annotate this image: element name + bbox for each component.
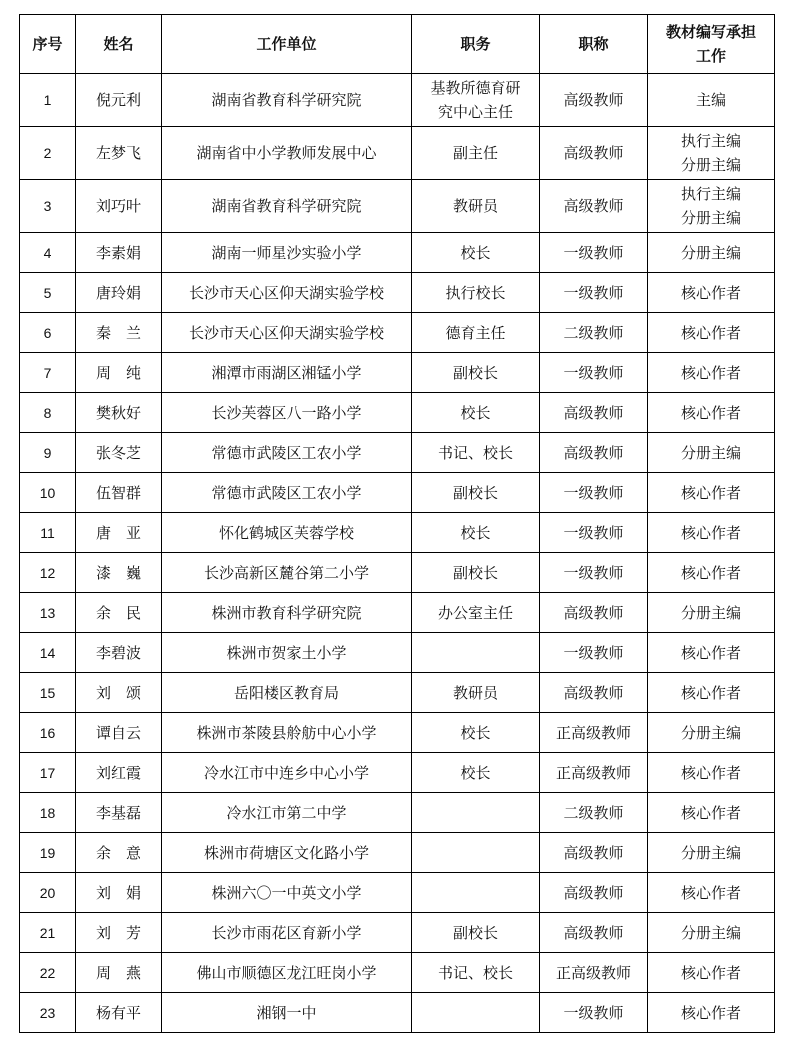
cell-name: 左梦飞 xyxy=(76,127,162,180)
cell-post-line1: 教研员 xyxy=(452,683,498,702)
cell-post xyxy=(412,353,540,393)
cell-role xyxy=(648,473,775,513)
cell-name: 余 民 xyxy=(76,593,162,633)
table-row xyxy=(20,753,775,793)
cell-post-line2: 究中心主任 xyxy=(437,103,513,121)
table-row xyxy=(20,713,775,753)
cell-post xyxy=(412,913,540,953)
table-row xyxy=(20,793,775,833)
table-row xyxy=(20,433,775,473)
cell-no: 4 xyxy=(20,233,76,273)
cell-unit: 株洲市荷塘区文化路小学 xyxy=(162,833,412,873)
cell-post xyxy=(412,273,540,313)
cell-name: 谭自云 xyxy=(76,713,162,753)
cell-role-line1: 核心作者 xyxy=(680,363,741,382)
cell-name: 周 纯 xyxy=(76,353,162,393)
table-row xyxy=(20,593,775,633)
cell-role xyxy=(648,793,775,833)
cell-no: 9 xyxy=(20,433,76,473)
table-row xyxy=(20,473,775,513)
cell-role xyxy=(648,273,775,313)
cell-role-line1: 分册主编 xyxy=(680,603,741,622)
cell-unit: 湖南省教育科学研究院 xyxy=(162,74,412,127)
cell-unit: 株洲市教育科学研究院 xyxy=(162,593,412,633)
cell-unit: 佛山市顺德区龙江旺岗小学 xyxy=(162,953,412,993)
cell-post-line1: 副校长 xyxy=(452,563,498,582)
cell-no: 7 xyxy=(20,353,76,393)
cell-role-line1: 执行主编 xyxy=(680,132,741,150)
table-row xyxy=(20,833,775,873)
header-post: 职务 xyxy=(412,15,540,74)
cell-title: 一级教师 xyxy=(540,473,648,513)
cell-role xyxy=(648,233,775,273)
cell-title: 高级教师 xyxy=(540,180,648,233)
cell-unit: 湘钢一中 xyxy=(162,993,412,1033)
cell-unit: 湘潭市雨湖区湘锰小学 xyxy=(162,353,412,393)
cell-post xyxy=(412,833,540,873)
cell-title: 一级教师 xyxy=(540,353,648,393)
cell-no: 10 xyxy=(20,473,76,513)
cell-post-line1: 副校长 xyxy=(452,363,498,382)
cell-unit: 岳阳楼区教育局 xyxy=(162,673,412,713)
cell-name: 余 意 xyxy=(76,833,162,873)
cell-no: 11 xyxy=(20,513,76,553)
cell-post-line1: 副校长 xyxy=(452,923,498,942)
cell-role-line1: 分册主编 xyxy=(680,723,741,742)
header-title: 职称 xyxy=(540,15,648,74)
cell-title: 高级教师 xyxy=(540,433,648,473)
cell-post xyxy=(412,433,540,473)
table-row xyxy=(20,353,775,393)
cell-post-line1: 执行校长 xyxy=(445,283,506,302)
cell-name: 张冬芝 xyxy=(76,433,162,473)
cell-role-line2: 分册主编 xyxy=(680,156,741,174)
author-table xyxy=(19,14,775,1033)
cell-role xyxy=(648,633,775,673)
cell-post xyxy=(412,953,540,993)
cell-post xyxy=(412,74,540,127)
cell-role-line1: 核心作者 xyxy=(680,763,741,782)
cell-no: 17 xyxy=(20,753,76,793)
cell-role-line1: 核心作者 xyxy=(680,683,741,702)
cell-unit: 怀化鹤城区芙蓉学校 xyxy=(162,513,412,553)
cell-post-line1: 副校长 xyxy=(452,483,498,502)
cell-role xyxy=(648,353,775,393)
cell-unit: 冷水江市第二中学 xyxy=(162,793,412,833)
cell-role xyxy=(648,953,775,993)
cell-post-line1: 校长 xyxy=(460,403,491,422)
cell-role xyxy=(648,553,775,593)
cell-role xyxy=(648,127,775,180)
cell-role xyxy=(648,673,775,713)
table-row xyxy=(20,180,775,233)
cell-post-line1: 德育主任 xyxy=(445,323,506,342)
cell-role-line1: 分册主编 xyxy=(680,843,741,862)
cell-name: 唐 亚 xyxy=(76,513,162,553)
cell-unit: 长沙高新区麓谷第二小学 xyxy=(162,553,412,593)
cell-role-line1: 核心作者 xyxy=(680,403,741,422)
cell-title: 高级教师 xyxy=(540,393,648,433)
cell-title: 高级教师 xyxy=(540,127,648,180)
cell-post xyxy=(412,553,540,593)
cell-post xyxy=(412,873,540,913)
cell-no: 6 xyxy=(20,313,76,353)
cell-title: 高级教师 xyxy=(540,833,648,873)
table-row xyxy=(20,913,775,953)
cell-role-line1: 分册主编 xyxy=(680,443,741,462)
cell-post xyxy=(412,753,540,793)
cell-name: 杨有平 xyxy=(76,993,162,1033)
cell-role xyxy=(648,873,775,913)
cell-unit: 长沙市天心区仰天湖实验学校 xyxy=(162,273,412,313)
cell-post xyxy=(412,673,540,713)
table-header xyxy=(20,15,775,74)
cell-no: 2 xyxy=(20,127,76,180)
table-row xyxy=(20,513,775,553)
cell-no: 13 xyxy=(20,593,76,633)
cell-role xyxy=(648,180,775,233)
cell-name: 李碧波 xyxy=(76,633,162,673)
cell-role xyxy=(648,513,775,553)
cell-unit: 株洲六〇一中英文小学 xyxy=(162,873,412,913)
cell-name: 漆 巍 xyxy=(76,553,162,593)
cell-name: 刘 娟 xyxy=(76,873,162,913)
cell-name: 李素娟 xyxy=(76,233,162,273)
cell-no: 15 xyxy=(20,673,76,713)
cell-no: 5 xyxy=(20,273,76,313)
cell-post-line1: 校长 xyxy=(460,243,491,262)
cell-unit: 常德市武陵区工农小学 xyxy=(162,433,412,473)
table-row xyxy=(20,273,775,313)
cell-role xyxy=(648,753,775,793)
cell-post xyxy=(412,793,540,833)
cell-unit: 湖南省中小学教师发展中心 xyxy=(162,127,412,180)
cell-unit: 株洲市贺家土小学 xyxy=(162,633,412,673)
cell-no: 8 xyxy=(20,393,76,433)
cell-no: 3 xyxy=(20,180,76,233)
cell-post-line1: 校长 xyxy=(460,523,491,542)
cell-unit: 冷水江市中连乡中心小学 xyxy=(162,753,412,793)
cell-no: 12 xyxy=(20,553,76,593)
cell-unit: 常德市武陵区工农小学 xyxy=(162,473,412,513)
table-row xyxy=(20,74,775,127)
header-role-line2: 工作 xyxy=(695,47,726,65)
cell-title: 正高级教师 xyxy=(540,713,648,753)
cell-name: 刘巧叶 xyxy=(76,180,162,233)
table-row xyxy=(20,313,775,353)
cell-role-line1: 分册主编 xyxy=(680,923,741,942)
header-name: 姓名 xyxy=(76,15,162,74)
cell-no: 19 xyxy=(20,833,76,873)
cell-name: 秦 兰 xyxy=(76,313,162,353)
cell-post-line1: 办公室主任 xyxy=(437,603,513,622)
table-row xyxy=(20,873,775,913)
table-row xyxy=(20,233,775,273)
cell-post xyxy=(412,127,540,180)
cell-role-line1: 核心作者 xyxy=(680,803,741,822)
cell-post xyxy=(412,633,540,673)
cell-role-line1: 核心作者 xyxy=(680,283,741,302)
cell-title: 二级教师 xyxy=(540,793,648,833)
cell-role-line1: 执行主编 xyxy=(680,185,741,203)
cell-role xyxy=(648,913,775,953)
table-row xyxy=(20,993,775,1033)
cell-post-line1: 书记、校长 xyxy=(437,443,513,462)
cell-role-line1: 核心作者 xyxy=(680,323,741,342)
cell-role xyxy=(648,593,775,633)
cell-title: 高级教师 xyxy=(540,593,648,633)
cell-title: 高级教师 xyxy=(540,913,648,953)
cell-post xyxy=(412,473,540,513)
cell-post xyxy=(412,313,540,353)
cell-name: 伍智群 xyxy=(76,473,162,513)
cell-name: 唐玲娟 xyxy=(76,273,162,313)
cell-no: 16 xyxy=(20,713,76,753)
cell-post xyxy=(412,393,540,433)
cell-title: 正高级教师 xyxy=(540,953,648,993)
cell-post xyxy=(412,180,540,233)
table-row xyxy=(20,953,775,993)
cell-post xyxy=(412,513,540,553)
cell-post-line1: 副主任 xyxy=(452,144,498,162)
cell-role-line1: 核心作者 xyxy=(680,963,741,982)
cell-unit: 湖南一师星沙实验小学 xyxy=(162,233,412,273)
cell-unit: 长沙市天心区仰天湖实验学校 xyxy=(162,313,412,353)
cell-no: 14 xyxy=(20,633,76,673)
cell-unit: 长沙市雨花区育新小学 xyxy=(162,913,412,953)
header-unit: 工作单位 xyxy=(162,15,412,74)
cell-role xyxy=(648,713,775,753)
cell-post-line1: 校长 xyxy=(460,723,491,742)
cell-title: 高级教师 xyxy=(540,673,648,713)
table-row xyxy=(20,127,775,180)
cell-post xyxy=(412,593,540,633)
table-row xyxy=(20,673,775,713)
table-body xyxy=(20,74,775,1033)
cell-title: 二级教师 xyxy=(540,313,648,353)
cell-post xyxy=(412,993,540,1033)
cell-role xyxy=(648,833,775,873)
cell-role-line1: 核心作者 xyxy=(680,883,741,902)
cell-role xyxy=(648,313,775,353)
cell-post xyxy=(412,713,540,753)
cell-role xyxy=(648,393,775,433)
cell-post-line1: 教研员 xyxy=(452,197,498,215)
cell-no: 20 xyxy=(20,873,76,913)
header-no: 序号 xyxy=(20,15,76,74)
cell-title: 一级教师 xyxy=(540,513,648,553)
cell-no: 1 xyxy=(20,74,76,127)
cell-title: 一级教师 xyxy=(540,553,648,593)
cell-unit: 长沙芙蓉区八一路小学 xyxy=(162,393,412,433)
cell-name: 刘 芳 xyxy=(76,913,162,953)
cell-name: 李基磊 xyxy=(76,793,162,833)
cell-title: 一级教师 xyxy=(540,993,648,1033)
cell-title: 高级教师 xyxy=(540,74,648,127)
cell-role-line1: 核心作者 xyxy=(680,1003,741,1022)
header-role-line1: 教材编写承担 xyxy=(665,23,756,41)
table-row xyxy=(20,553,775,593)
cell-name: 倪元利 xyxy=(76,74,162,127)
cell-name: 刘红霞 xyxy=(76,753,162,793)
cell-role-line1: 核心作者 xyxy=(680,523,741,542)
cell-name: 周 燕 xyxy=(76,953,162,993)
cell-unit: 湖南省教育科学研究院 xyxy=(162,180,412,233)
cell-post-line1: 书记、校长 xyxy=(437,963,513,982)
cell-title: 高级教师 xyxy=(540,873,648,913)
cell-post xyxy=(412,233,540,273)
cell-role-line1: 分册主编 xyxy=(680,243,741,262)
cell-post-line1: 校长 xyxy=(460,763,491,782)
cell-role-line1: 核心作者 xyxy=(680,483,741,502)
table-row xyxy=(20,633,775,673)
cell-role-line1: 核心作者 xyxy=(680,563,741,582)
cell-title: 一级教师 xyxy=(540,273,648,313)
cell-name: 樊秋好 xyxy=(76,393,162,433)
cell-title: 一级教师 xyxy=(540,233,648,273)
cell-name: 刘 颂 xyxy=(76,673,162,713)
cell-role xyxy=(648,993,775,1033)
cell-role-line2: 分册主编 xyxy=(680,209,741,227)
table-row xyxy=(20,393,775,433)
cell-post-line1: 基教所德育研 xyxy=(430,79,521,97)
cell-no: 22 xyxy=(20,953,76,993)
cell-role-line1: 主编 xyxy=(695,91,726,109)
cell-no: 21 xyxy=(20,913,76,953)
cell-title: 一级教师 xyxy=(540,633,648,673)
cell-unit: 株洲市茶陵县舲舫中心小学 xyxy=(162,713,412,753)
header-role xyxy=(648,15,775,74)
cell-no: 23 xyxy=(20,993,76,1033)
cell-role xyxy=(648,74,775,127)
cell-no: 18 xyxy=(20,793,76,833)
cell-role xyxy=(648,433,775,473)
cell-role-line1: 核心作者 xyxy=(680,643,741,662)
cell-title: 正高级教师 xyxy=(540,753,648,793)
